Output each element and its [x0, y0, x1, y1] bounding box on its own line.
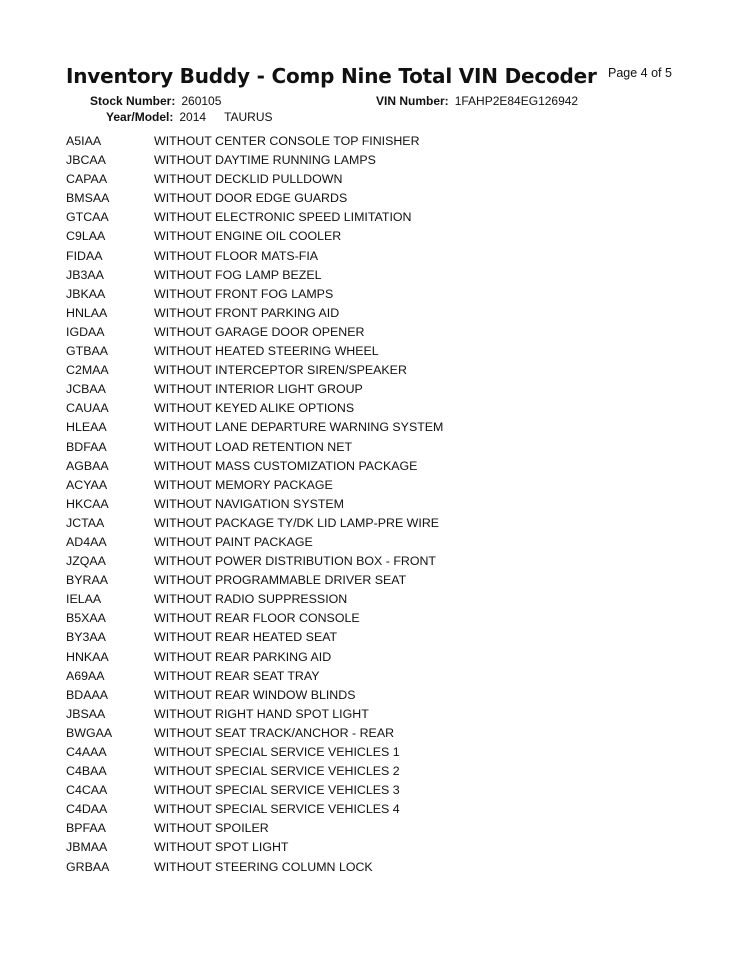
option-description: WITHOUT REAR WINDOW BLINDS — [154, 687, 356, 702]
option-code: HNKAA — [66, 649, 109, 664]
option-code: FIDAA — [66, 248, 103, 263]
model-value: TAURUS — [224, 110, 273, 124]
option-row — [66, 762, 443, 781]
option-description: WITHOUT DAYTIME RUNNING LAMPS — [154, 153, 376, 168]
year-model-label: Year/Model: — [106, 110, 174, 124]
option-code: C4AAA — [66, 745, 107, 759]
option-code: JB3AA — [66, 267, 104, 282]
option-code: C2MAA — [66, 363, 109, 378]
option-code: C4BAA — [66, 764, 107, 779]
option-row — [66, 247, 443, 266]
option-code: HLEAA — [66, 420, 107, 435]
option-description: WITHOUT SEAT TRACK/ANCHOR - REAR — [154, 725, 395, 740]
option-description: WITHOUT SPOT LIGHT — [154, 840, 289, 855]
option-code: C9LAA — [66, 229, 106, 244]
option-description: WITHOUT MASS CUSTOMIZATION PACKAGE — [154, 458, 418, 473]
option-description: WITHOUT RIGHT HAND SPOT LIGHT — [154, 706, 369, 721]
option-description: WITHOUT LOAD RETENTION NET — [154, 439, 353, 454]
option-row — [66, 476, 443, 495]
option-row — [66, 724, 443, 743]
option-code: CAPAA — [66, 172, 108, 187]
option-description: WITHOUT PAINT PACKAGE — [154, 534, 313, 549]
option-row — [66, 552, 443, 571]
option-code: JBCAA — [66, 153, 106, 168]
option-row — [66, 380, 443, 399]
option-row — [66, 514, 443, 533]
option-code: B5XAA — [66, 611, 106, 626]
option-code: JBKAA — [66, 286, 106, 301]
option-row — [66, 208, 443, 227]
year-value: 2014 — [179, 110, 207, 124]
vin-number-value: 1FAHP2E84EG126942 — [454, 94, 579, 108]
option-row — [66, 361, 443, 380]
option-code: GRBAA — [66, 859, 110, 874]
option-description: WITHOUT SPOILER — [154, 821, 269, 836]
option-code-list — [66, 132, 443, 877]
option-row — [66, 189, 443, 208]
option-description: WITHOUT CENTER CONSOLE TOP FINISHER — [154, 134, 420, 148]
option-description: WITHOUT REAR PARKING AID — [154, 649, 332, 664]
option-code: JBMAA — [66, 840, 108, 855]
option-description: WITHOUT GARAGE DOOR OPENER — [154, 324, 365, 339]
option-description: WITHOUT STEERING COLUMN LOCK — [154, 859, 373, 874]
option-code: JBSAA — [66, 706, 106, 721]
option-description: WITHOUT ENGINE OIL COOLER — [154, 229, 342, 244]
option-row — [66, 819, 443, 838]
option-row — [66, 781, 443, 800]
option-row — [66, 705, 443, 724]
option-description: WITHOUT REAR SEAT TRAY — [154, 668, 320, 683]
vin-number-field — [376, 94, 578, 108]
option-row — [66, 266, 443, 285]
option-row — [66, 399, 443, 418]
option-code: BYRAA — [66, 573, 109, 588]
option-code: C4DAA — [66, 802, 108, 817]
option-row — [66, 227, 443, 246]
option-description: WITHOUT INTERIOR LIGHT GROUP — [154, 382, 363, 397]
option-row — [66, 418, 443, 437]
option-row — [66, 609, 443, 628]
option-code: ACYAA — [66, 477, 108, 492]
option-description: WITHOUT REAR FLOOR CONSOLE — [154, 611, 360, 626]
option-row — [66, 132, 443, 151]
option-description: WITHOUT REAR HEATED SEAT — [154, 630, 338, 645]
option-code: AGBAA — [66, 458, 109, 473]
option-description: WITHOUT FLOOR MATS-FIA — [154, 248, 319, 263]
option-code: GTBAA — [66, 344, 108, 359]
option-row — [66, 743, 443, 762]
option-row — [66, 648, 443, 667]
option-row — [66, 628, 443, 647]
option-code: JCTAA — [66, 515, 105, 530]
option-description: WITHOUT SPECIAL SERVICE VEHICLES 4 — [154, 802, 400, 817]
option-code: A69AA — [66, 668, 105, 683]
option-row — [66, 342, 443, 361]
option-code: JCBAA — [66, 382, 106, 397]
option-code: IELAA — [66, 592, 102, 607]
option-description: WITHOUT RADIO SUPPRESSION — [154, 592, 348, 607]
option-description: WITHOUT DOOR EDGE GUARDS — [154, 191, 348, 206]
option-row — [66, 495, 443, 514]
option-description: WITHOUT KEYED ALIKE OPTIONS — [154, 401, 355, 416]
option-row — [66, 858, 443, 877]
option-code: BY3AA — [66, 630, 106, 645]
option-row — [66, 170, 443, 189]
option-row — [66, 667, 443, 686]
option-code: HNLAA — [66, 305, 108, 320]
option-description: WITHOUT MEMORY PACKAGE — [154, 477, 333, 492]
option-row — [66, 838, 443, 857]
option-code: BWGAA — [66, 725, 113, 740]
option-description: WITHOUT PACKAGE TY/DK LID LAMP-PRE WIRE — [154, 515, 440, 530]
option-code: JZQAA — [66, 554, 106, 569]
option-row — [66, 533, 443, 552]
option-description: WITHOUT FRONT FOG LAMPS — [154, 286, 334, 301]
option-code: BDFAA — [66, 439, 107, 454]
option-code: C4CAA — [66, 783, 108, 798]
option-description: WITHOUT SPECIAL SERVICE VEHICLES 3 — [154, 783, 400, 798]
option-row — [66, 590, 443, 609]
option-description: WITHOUT ELECTRONIC SPEED LIMITATION — [154, 210, 412, 225]
option-code: A5IAA — [66, 134, 102, 148]
option-row — [66, 151, 443, 170]
option-code: IGDAA — [66, 324, 105, 339]
option-description: WITHOUT FOG LAMP BEZEL — [154, 267, 322, 282]
option-code: BDAAA — [66, 687, 109, 702]
option-row — [66, 438, 443, 457]
option-row — [66, 304, 443, 323]
option-description: WITHOUT SPECIAL SERVICE VEHICLES 2 — [154, 764, 400, 779]
option-row — [66, 457, 443, 476]
stock-number-value: 260105 — [181, 94, 222, 108]
option-code: BMSAA — [66, 191, 110, 206]
option-row — [66, 285, 443, 304]
option-code: HKCAA — [66, 496, 109, 511]
vin-number-label: VIN Number: — [376, 94, 449, 108]
option-code: BPFAA — [66, 821, 106, 836]
option-description: WITHOUT FRONT PARKING AID — [154, 305, 340, 320]
option-description: WITHOUT SPECIAL SERVICE VEHICLES 1 — [154, 745, 400, 759]
option-description: WITHOUT LANE DEPARTURE WARNING SYSTEM — [154, 420, 444, 435]
option-description: WITHOUT DECKLID PULLDOWN — [154, 172, 343, 187]
page-title: Inventory Buddy - Comp Nine Total VIN Decoder — [66, 64, 597, 88]
option-row — [66, 686, 443, 705]
option-description: WITHOUT NAVIGATION SYSTEM — [154, 496, 344, 511]
stock-number-label: Stock Number: — [90, 94, 176, 108]
option-code: GTCAA — [66, 210, 109, 225]
option-description: WITHOUT PROGRAMMABLE DRIVER SEAT — [154, 573, 407, 588]
year-model-field — [106, 110, 273, 124]
option-code: AD4AA — [66, 534, 107, 549]
option-description: WITHOUT HEATED STEERING WHEEL — [154, 344, 379, 359]
option-row — [66, 571, 443, 590]
stock-number-field — [90, 94, 221, 108]
option-description: WITHOUT POWER DISTRIBUTION BOX - FRONT — [154, 554, 436, 569]
option-code: CAUAA — [66, 401, 109, 416]
option-description: WITHOUT INTERCEPTOR SIREN/SPEAKER — [154, 363, 407, 378]
option-row — [66, 800, 443, 819]
option-row — [66, 323, 443, 342]
page-number: Page 4 of 5 — [608, 66, 672, 80]
